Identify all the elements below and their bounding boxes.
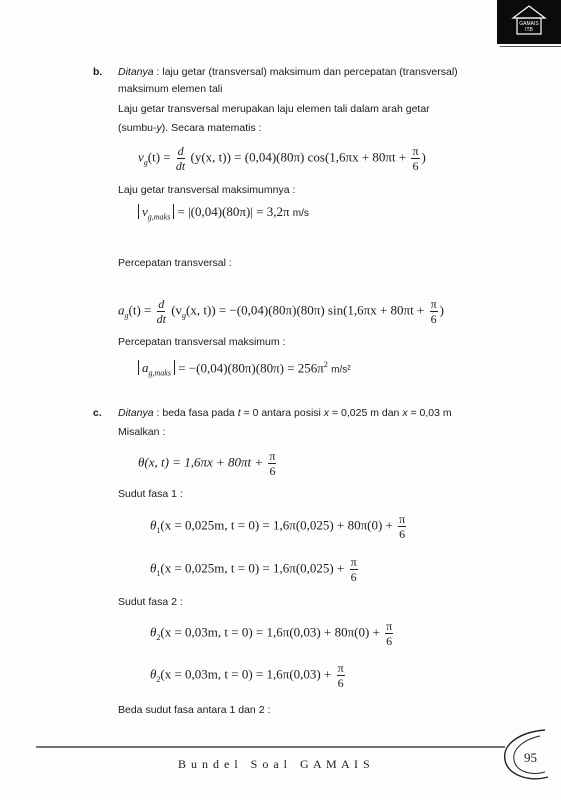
eq4-unit: m/s² [331,364,351,376]
eq9-pi: π [337,661,344,675]
section-c-beda: Beda sudut fasa antara 1 dan 2 : [118,704,271,716]
eq7-rest: (x = 0,025m, t = 0) = 1,6π(0,025) + [160,560,345,576]
eq9-sub: 2 [156,675,161,685]
eq1-end: ) [421,149,426,165]
gamais-logo [497,0,561,44]
equation-2 [138,204,309,222]
c-title-italic: Ditanya [118,407,154,419]
c-title-b: = 0 antara posisi [240,407,324,419]
eq9-six: 6 [337,676,344,690]
eq5-six: 6 [269,464,276,478]
eq9-pi-frac [337,662,345,689]
equation-8 [150,620,395,647]
eq3-mid-sub: g [182,311,187,321]
equation-3 [118,298,444,325]
footer-title: B u n d e l S o a l G A M A I S [178,757,371,771]
eq5-pi-frac [268,450,276,477]
section-b-letter: b. [93,66,103,78]
eq3-mid: (v [171,302,183,318]
equation-5 [138,450,278,477]
eq1-d-den: dt [175,159,186,173]
equation-9 [150,662,347,689]
eq8-sub: 2 [156,633,161,643]
section-b-p1-line1: Laju getar transversal merupakan laju elemen tali dalam arah getar [118,103,430,115]
eq4-rhs: = −(0,04)(80π)(80π) = 256π [178,360,324,376]
eq4-sub: g,maks [148,368,171,378]
eq3-d-num: d [158,297,165,311]
eq3-pi-frac [430,298,438,325]
eq4-sup: 2 [323,360,328,369]
c-title-x1: x [323,407,330,419]
section-c-sudut1: Sudut fasa 1 : [118,488,183,500]
eq8-main: θ [150,624,157,640]
header-rule [500,46,561,47]
equation-6 [150,513,408,540]
eq1-pi: π [412,144,419,158]
eq3-lhs: a [118,302,125,318]
section-b-title-italic: Ditanya [118,66,154,78]
c-title-a: : beda fasa pada [153,407,238,419]
equation-4 [138,360,351,378]
equation-1 [138,145,426,172]
c-title-t: t [237,407,241,419]
section-b-p2: Laju getar transversal maksimumnya : [118,184,296,196]
section-c-misalkan: Misalkan : [118,426,166,438]
section-c-letter: c. [93,407,102,419]
eq3-derivative [157,298,166,325]
c-title-x2: x [402,407,408,419]
p1-line2-y: y [156,122,162,134]
eq5-main: θ(x, t) = 1,6πx + 80πt + [138,454,264,470]
c-title-d: = 0,03 m [407,407,452,419]
eq7-pi: π [350,555,357,569]
eq1-pi-frac [411,145,419,172]
eq2-sub: g,maks [147,212,171,222]
eq6-rest: (x = 0,025m, t = 0) = 1,6π(0,025) + 80π(0) + [160,517,393,533]
section-b-title [118,66,458,78]
p1-line2-a: (sumbu- [118,122,157,134]
eq1-sub: g [143,158,148,168]
section-c-title [118,407,452,419]
eq9-main: θ [150,666,157,682]
equation-7 [150,556,360,583]
eq7-main: θ [150,560,157,576]
eq5-pi: π [269,449,276,463]
eq6-six: 6 [399,527,406,541]
eq3-t: (t) = [128,302,152,318]
eq4-lhs: a [142,360,149,376]
eq1-lhs: v [138,149,144,165]
c-title-c: = 0,025 m dan [329,407,403,419]
p1-line2-b: ). Secara matematis : [161,122,262,134]
logo-text-2: ITB [525,27,533,33]
eq8-pi: π [386,619,393,633]
eq2-lhs: v [142,204,148,219]
eq8-pi-frac [385,620,393,647]
eq8-six: 6 [386,634,393,648]
eq7-sub: 1 [156,569,161,579]
section-b-title-rest: : laju getar (transversal) maksimum dan percepatan (transversal) [153,66,458,78]
eq1-mid: (y(x, t)) = (0,04)(80π) cos(1,6πx + 80πt + [190,149,407,165]
section-b-p1-line2 [118,122,262,134]
eq3-pi: π [430,297,437,311]
eq1-six: 6 [412,159,419,173]
eq7-pi-frac [350,556,358,583]
eq2-unit: m/s [292,208,309,219]
eq6-pi-frac [398,513,406,540]
eq3-mid2: (x, t)) = −(0,04)(80π)(80π) sin(1,6πx + 80πt + [186,302,425,318]
eq6-sub: 1 [156,526,161,536]
logo-text-1: GAMAIS [519,21,539,27]
section-b-p3: Percepatan transversal : [118,257,232,269]
page-number: 95 [524,750,537,765]
eq1-derivative [176,145,185,172]
eq3-end: ) [439,302,444,318]
eq3-sub: g [124,311,129,321]
eq3-d-den: dt [156,312,166,326]
eq6-pi: π [399,512,406,526]
eq2-rhs: = |(0,04)(80π)| = 3,2π [177,204,290,219]
eq7-six: 6 [350,570,357,584]
section-c-sudut2: Sudut fasa 2 : [118,596,183,608]
eq3-six: 6 [430,312,437,326]
eq8-rest: (x = 0,03m, t = 0) = 1,6π(0,03) + 80π(0) + [160,624,380,640]
eq1-d-num: d [177,144,184,158]
eq6-main: θ [150,517,157,533]
eq1-t: (t) = [147,149,171,165]
eq9-rest: (x = 0,03m, t = 0) = 1,6π(0,03) + [160,666,332,682]
section-b-title-line2: maksimum elemen tali [118,83,223,95]
section-b-p4: Percepatan transversal maksimum : [118,336,286,348]
